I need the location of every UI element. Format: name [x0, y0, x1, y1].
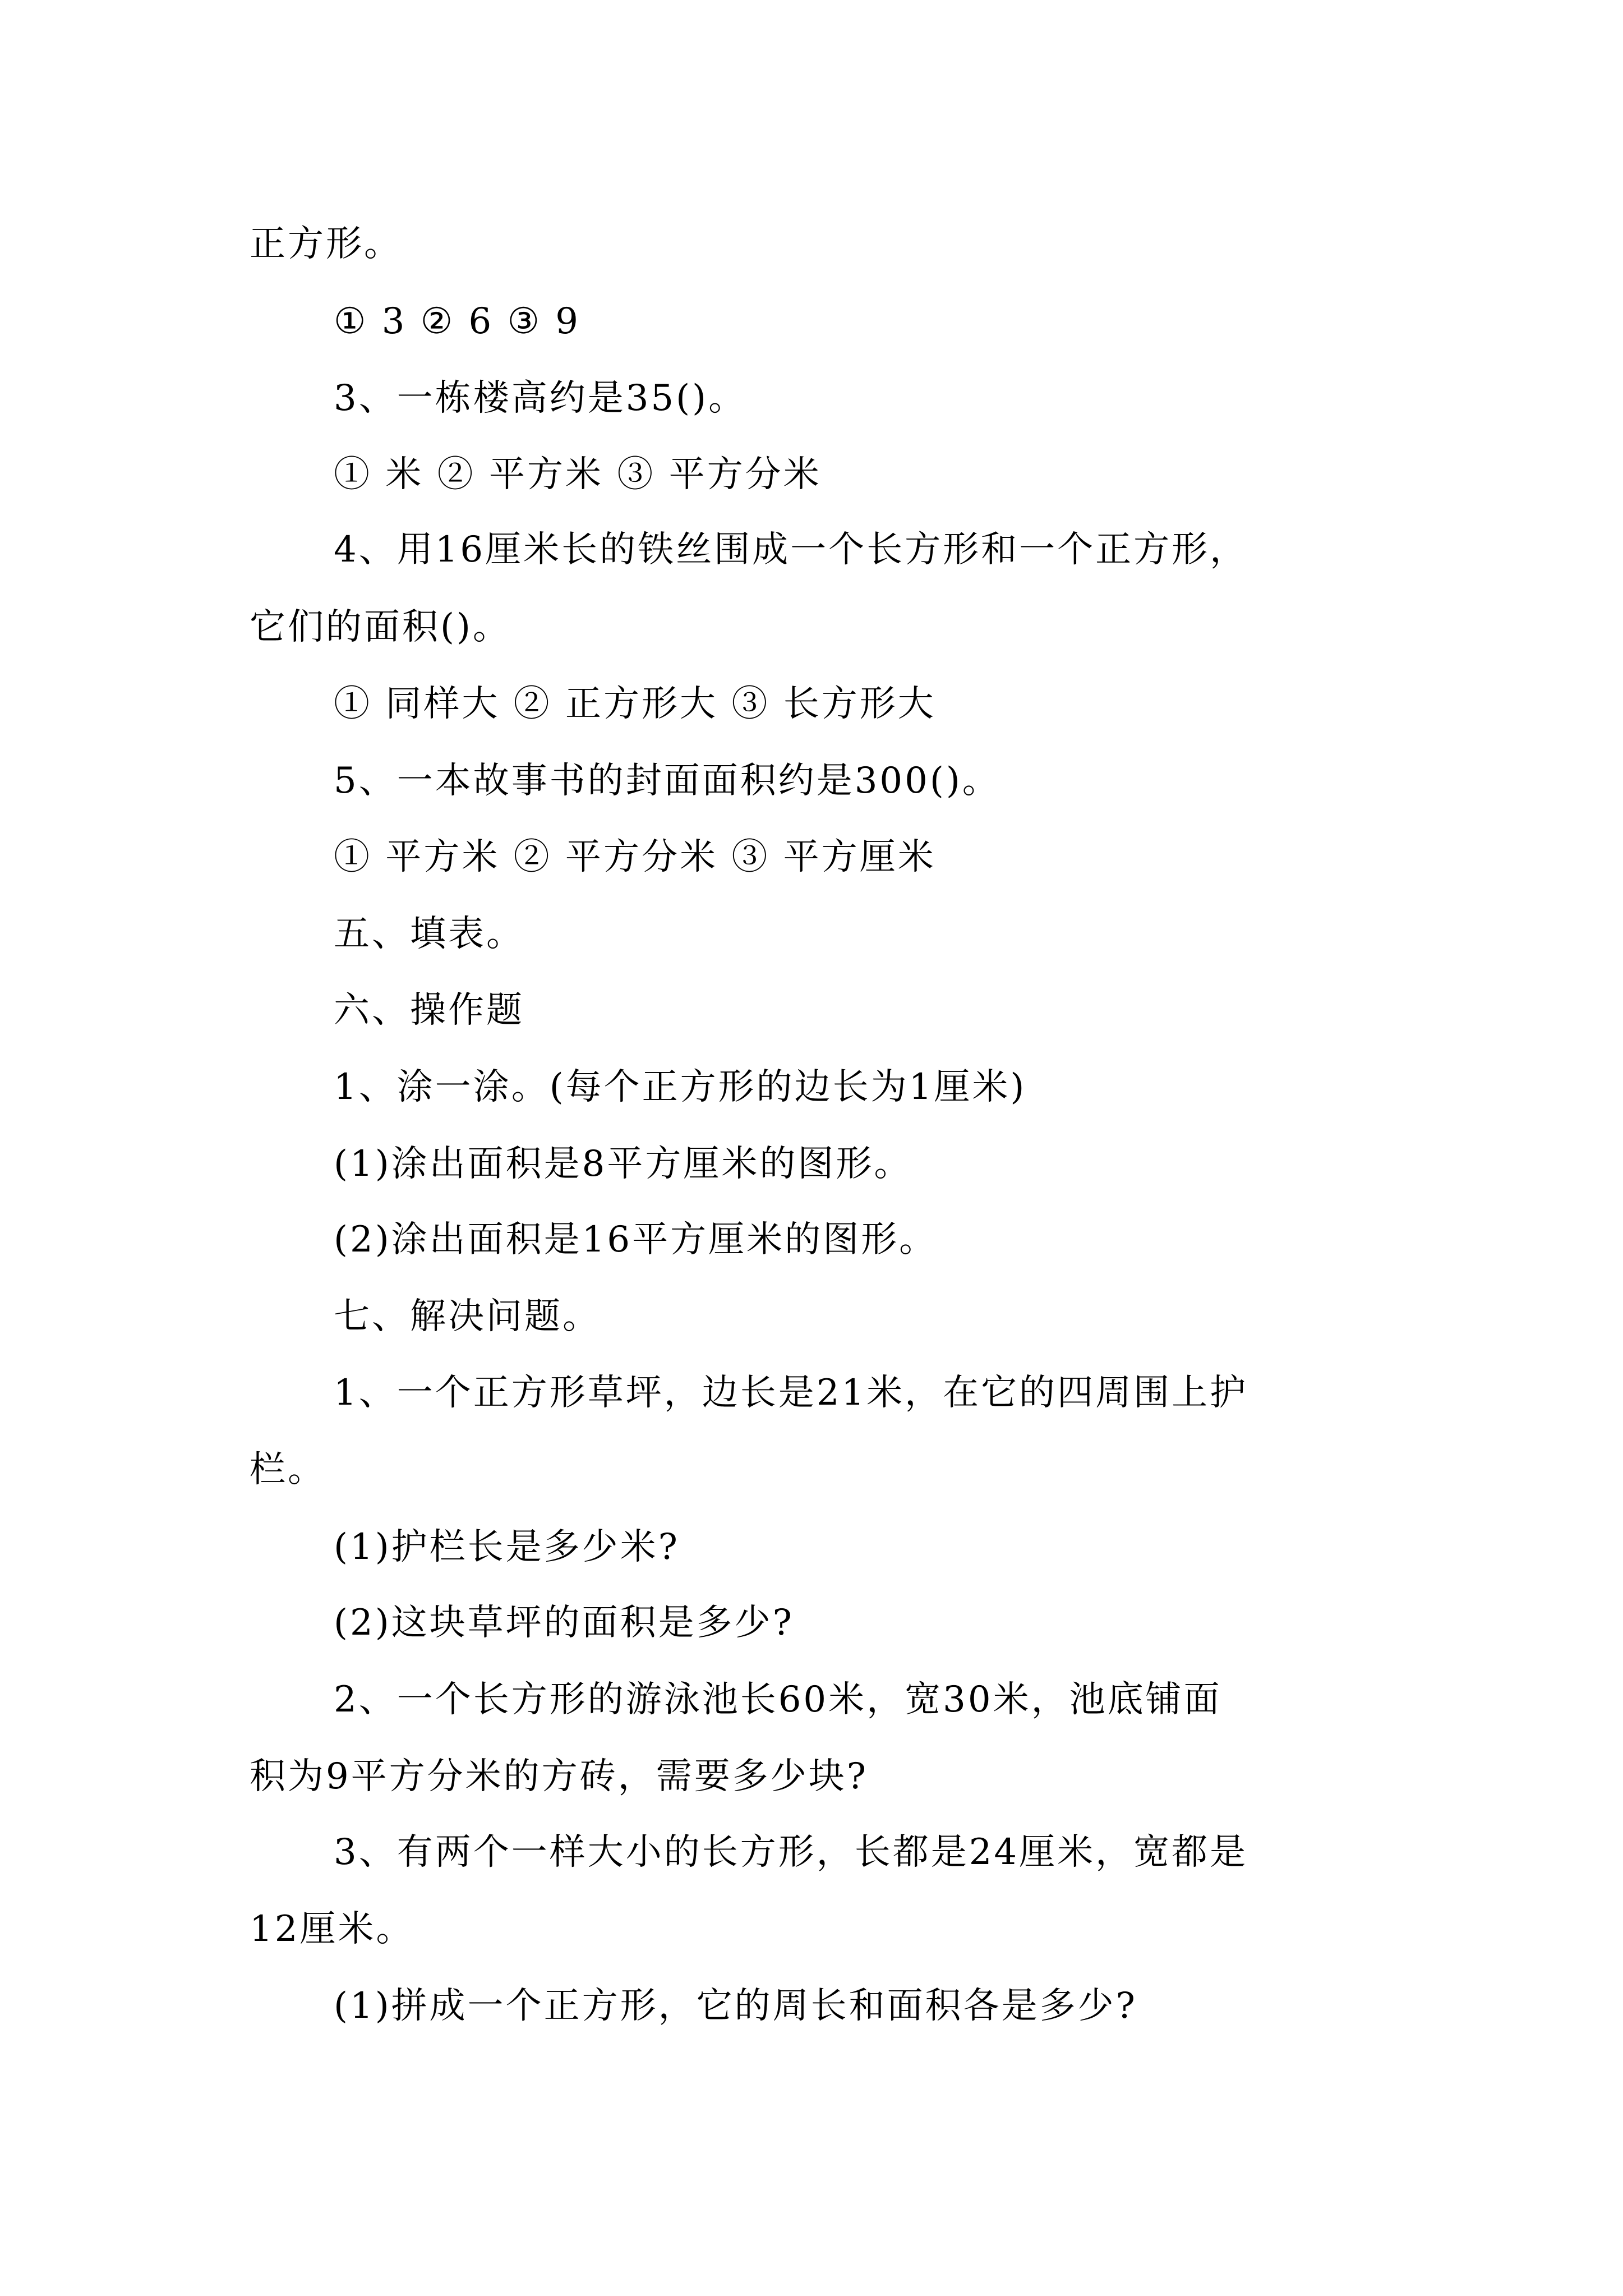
text-line-7: ① 同样大 ② 正方形大 ③ 长方形大: [334, 683, 936, 725]
text-line-11: 六、操作题: [334, 990, 524, 1031]
text-line-18: (1)护栏长是多少米?: [334, 1526, 680, 1568]
text-line-14: (2)涂出面积是16平方厘米的图形。: [334, 1219, 938, 1260]
text-line-22: 3、有两个一样大小的长方形，长都是24厘米，宽都是: [334, 1832, 1248, 1873]
text-line-2: ① 3 ② 6 ③ 9: [334, 301, 580, 342]
text-line-16: 1、一个正方形草坪，边长是21米，在它的四周围上护: [334, 1372, 1248, 1414]
text-line-24: (1)拼成一个正方形，它的周长和面积各是多少?: [334, 1985, 1137, 2027]
text-line-19: (2)这块草坪的面积是多少?: [334, 1602, 794, 1644]
text-line-10: 五、填表。: [334, 913, 524, 955]
text-line-6: 它们的面积()。: [250, 606, 511, 648]
text-line-20: 2、一个长方形的游泳池长60米，宽30米，池底铺面: [334, 1679, 1222, 1720]
text-line-15: 七、解决问题。: [334, 1296, 601, 1337]
text-line-23: 12厘米。: [250, 1908, 414, 1950]
text-line-1: 正方形。: [250, 223, 402, 265]
text-line-9: ① 平方米 ② 平方分米 ③ 平方厘米: [334, 836, 936, 878]
text-line-5: 4、用16厘米长的铁丝围成一个长方形和一个正方形，: [334, 529, 1248, 570]
text-line-4: ① 米 ② 平方米 ③ 平方分米: [334, 454, 822, 495]
text-line-21: 积为9平方分米的方砖，需要多少块?: [250, 1756, 869, 1797]
text-line-8: 5、一本故事书的封面面积约是300()。: [334, 760, 1000, 802]
text-line-13: (1)涂出面积是8平方厘米的图形。: [334, 1143, 912, 1185]
text-line-3: 3、一栋楼高约是35()。: [334, 378, 747, 419]
text-line-17: 栏。: [250, 1449, 326, 1490]
text-line-12: 1、涂一涂。(每个正方形的边长为1厘米): [334, 1066, 1027, 1108]
